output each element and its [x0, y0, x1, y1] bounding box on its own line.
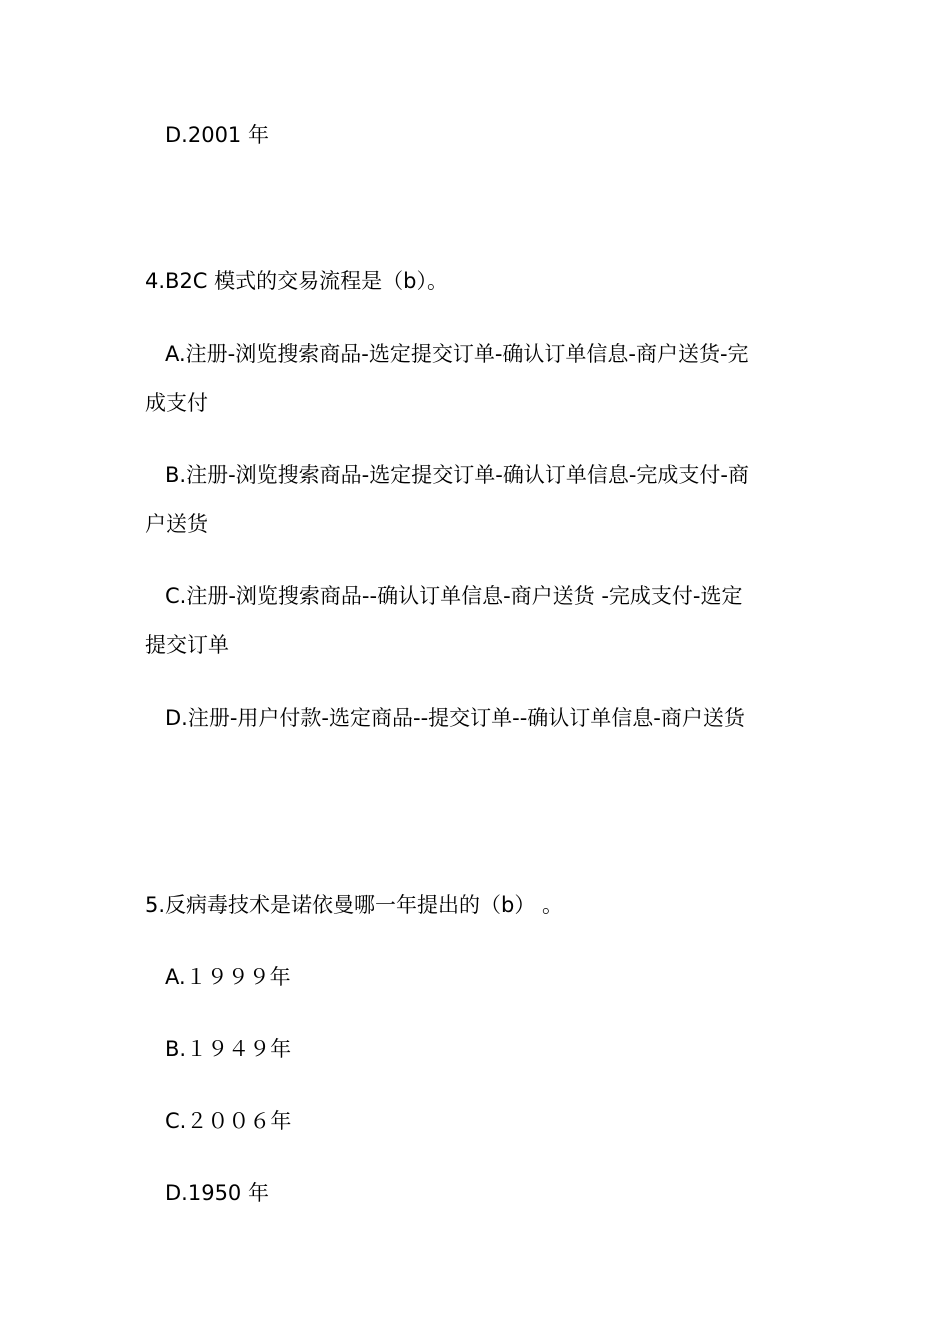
q4-option-b-line1: B.注册-浏览搜索商品-选定提交订单-确认订单信息-完成支付-商 — [165, 463, 749, 487]
q4-option-c-line1: C.注册-浏览搜索商品--确认订单信息-商户送货 -完成支付-选定 — [165, 584, 743, 608]
q4-stem: 4.B2C 模式的交易流程是（b）。 — [145, 269, 448, 293]
q5-option-a: A.１９９９年 — [165, 965, 291, 989]
prev-question-option-d: D.2001 年 — [165, 123, 269, 147]
q5-option-c: C.２００６年 — [165, 1109, 292, 1133]
q4-option-c-line2: 提交订单 — [145, 633, 229, 657]
q4-option-a-line2: 成支付 — [145, 391, 208, 415]
q5-option-d: D.1950 年 — [165, 1181, 269, 1205]
q4-option-b-line2: 户送货 — [145, 512, 208, 536]
q4-option-d: D.注册-用户付款-选定商品--提交订单--确认订单信息-商户送货 — [165, 706, 745, 730]
q4-option-a-line1: A.注册-浏览搜索商品-选定提交订单-确认订单信息-商户送货-完 — [165, 342, 749, 366]
q5-option-b: B.１９４９年 — [165, 1037, 292, 1061]
q5-stem: 5.反病毒技术是诺依曼哪一年提出的（b） 。 — [145, 893, 564, 917]
